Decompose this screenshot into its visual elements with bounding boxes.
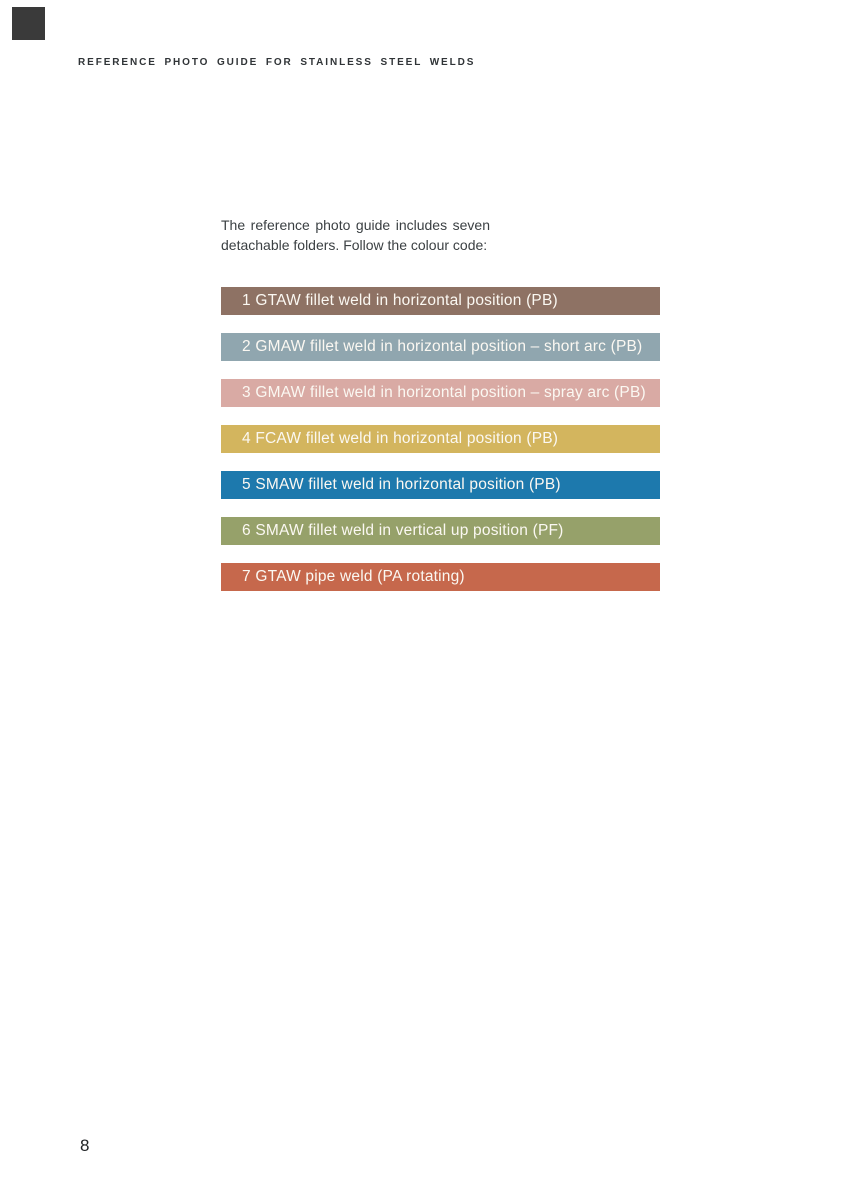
intro-line-2: detachable folders. Follow the colour code: [221,237,488,253]
colour-code-bar: 3 GMAW fillet weld in horizontal position – spray arc (PB) [221,379,660,407]
page-number: 8 [80,1136,90,1155]
colour-code-bar: 1 GTAW fillet weld in horizontal position (PB) [221,287,660,315]
colour-code-bar: 5 SMAW fillet weld in horizontal position (PB) [221,471,660,499]
colour-code-bar: 2 GMAW fillet weld in horizontal position – short arc (PB) [221,333,660,361]
colour-code-bar: 6 SMAW fillet weld in vertical up position (PF) [221,517,660,545]
colour-code-list [221,287,660,609]
colour-code-bar: 7 GTAW pipe weld (PA rotating) [221,563,660,591]
page-header: REFERENCE PHOTO GUIDE FOR STAINLESS STEEL WELDS [78,57,476,68]
colour-code-bar: 4 FCAW fillet weld in horizontal position (PB) [221,425,660,453]
intro-line-1: The reference photo guide includes seven [221,217,490,233]
corner-mark [12,7,45,40]
intro-paragraph [221,215,490,255]
